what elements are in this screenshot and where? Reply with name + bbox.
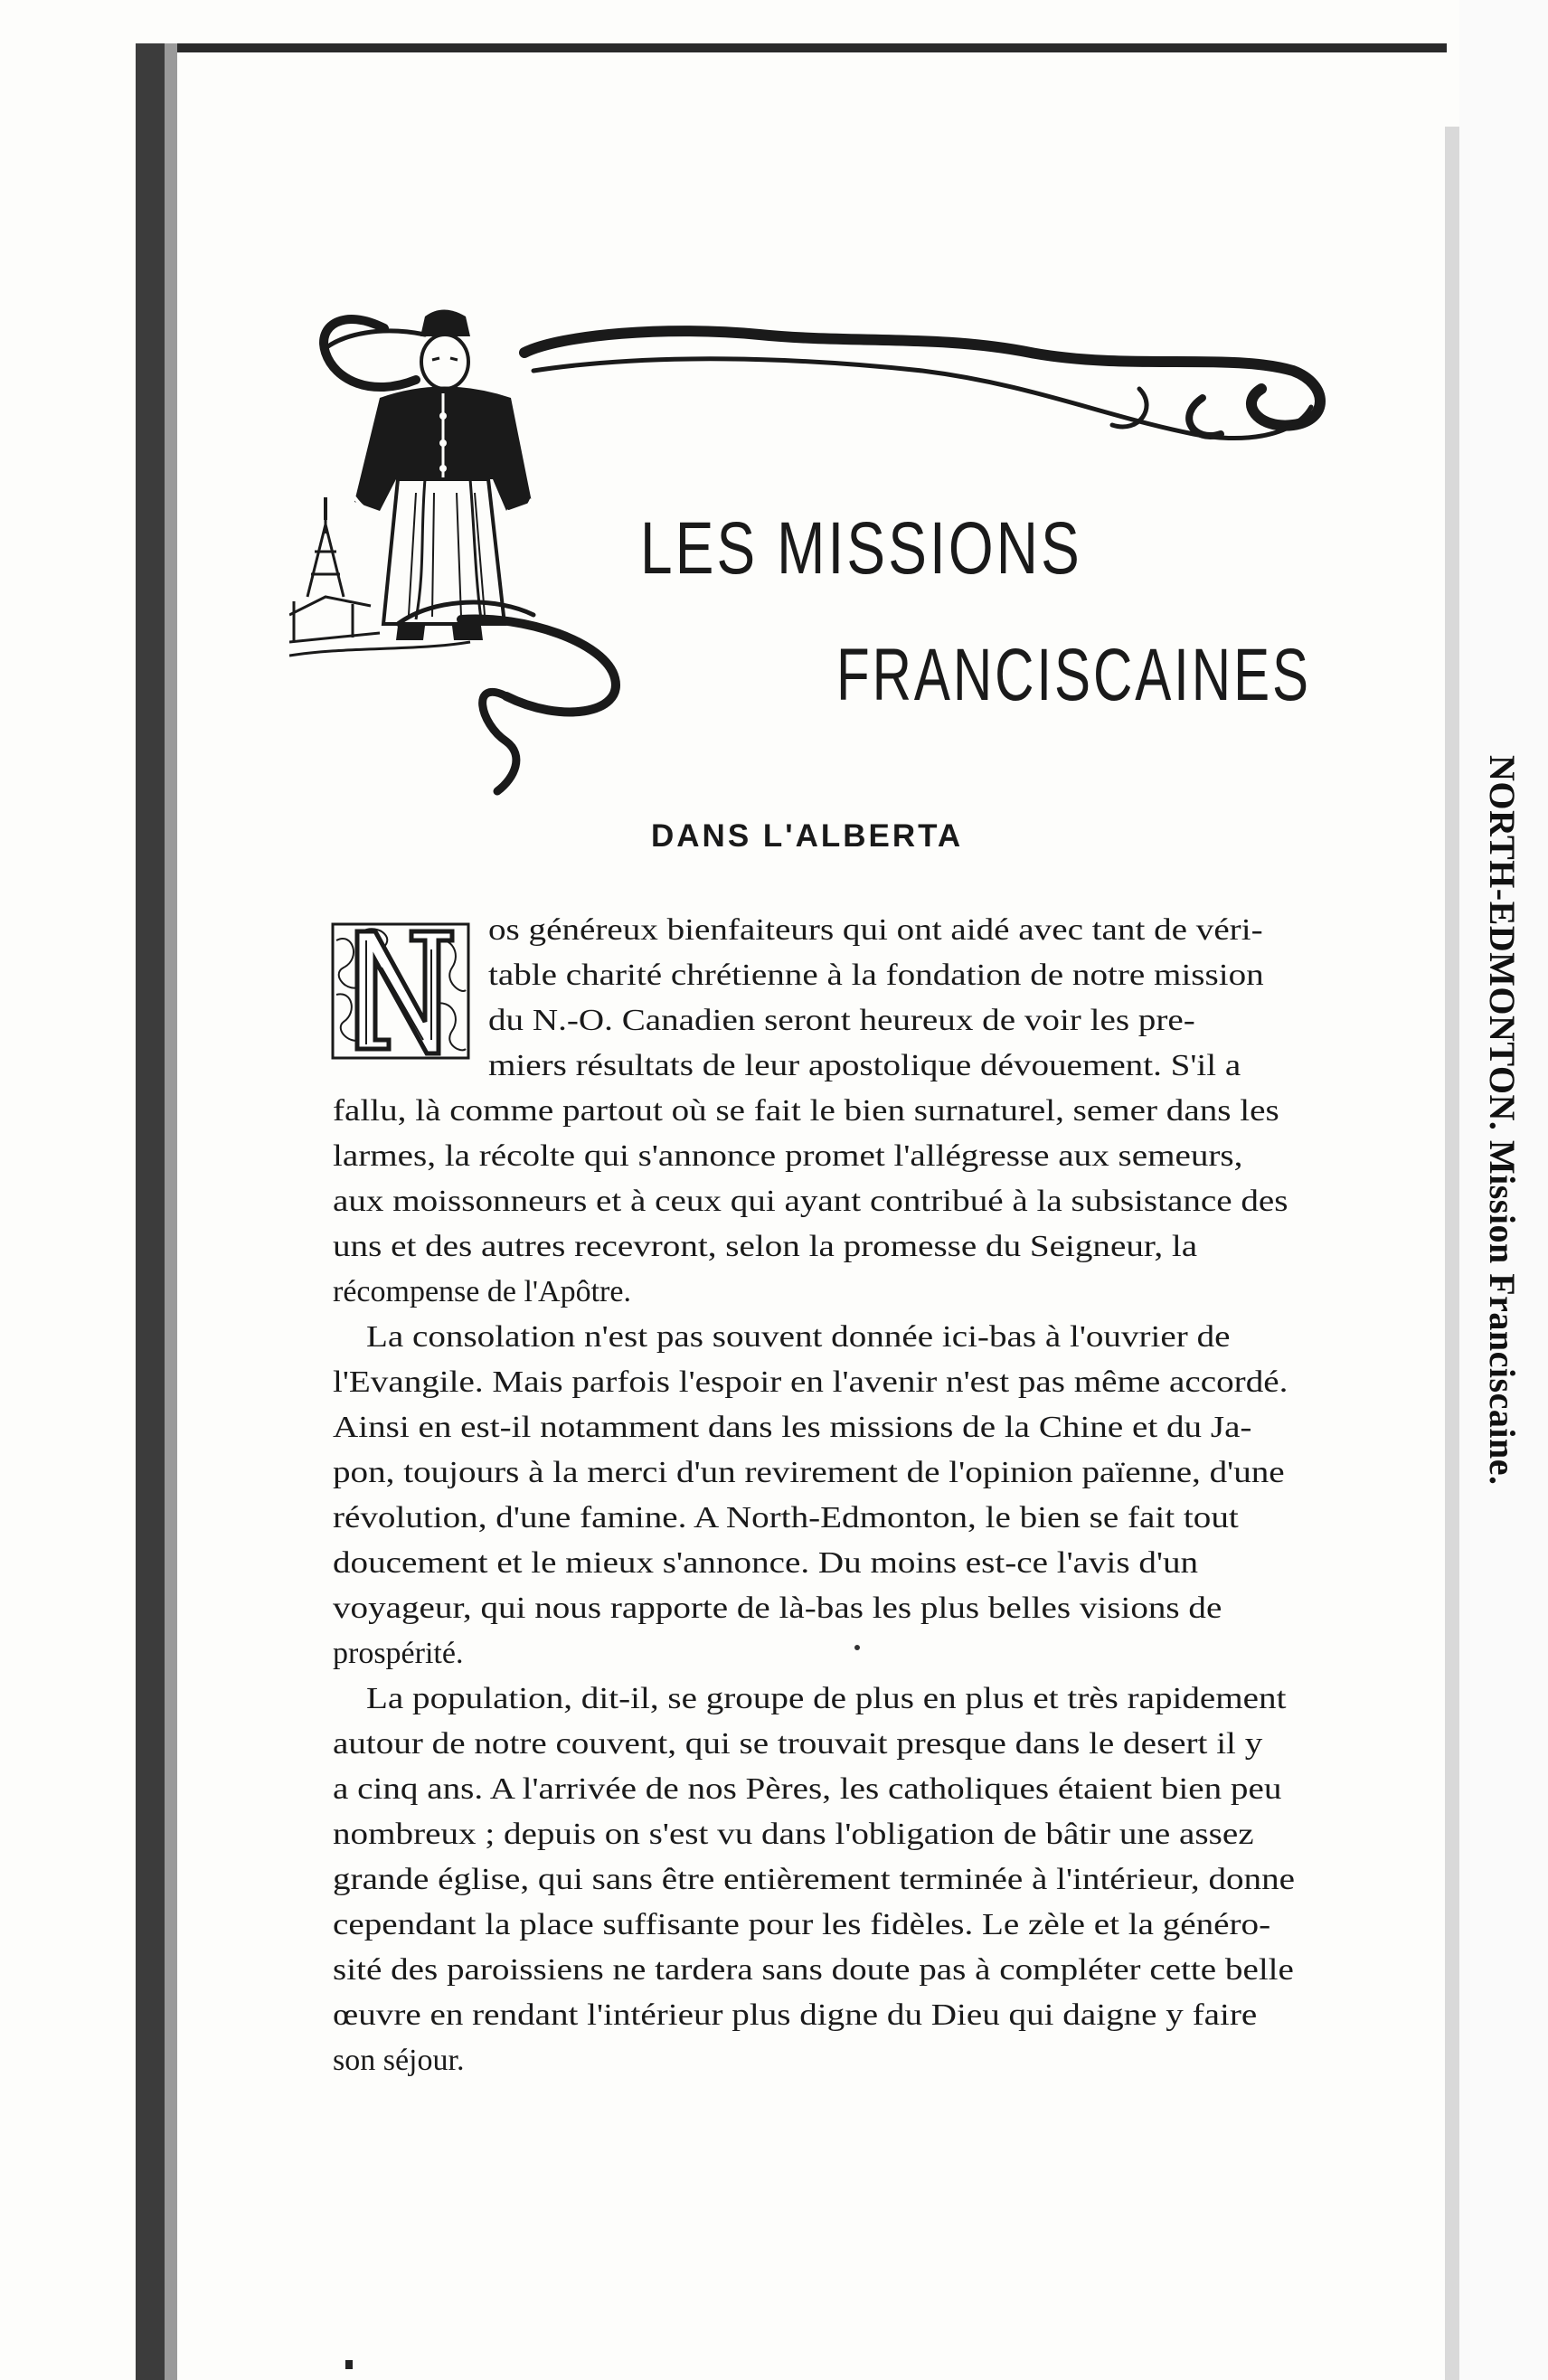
dropcap-n-icon — [326, 904, 486, 1065]
book-binding — [136, 43, 165, 2380]
subtitle: DANS L'ALBERTA — [651, 818, 964, 854]
text-line: voyageur, qui nous rapporte de là-bas les plus belles visions de — [333, 1591, 1222, 1625]
text-line: prospérité. — [333, 1637, 464, 1670]
text-line: Ainsi en est-il notamment dans les missions de la Chine et du Ja- — [333, 1411, 1252, 1444]
text-line: table charité chrétienne à la fondation de notre mission — [488, 959, 1264, 992]
ink-speck — [854, 1645, 860, 1650]
text-line: récompense de l'Apôtre. — [333, 1275, 631, 1308]
text-line: La population, dit-il, se groupe de plus en plus et très rapidement — [366, 1682, 1287, 1715]
text-line: pon, toujours à la merci d'un revirement de l'opinion païenne, d'une — [333, 1456, 1285, 1489]
text-line: La consolation n'est pas souvent donnée ici-bas à l'ouvrier de — [366, 1320, 1231, 1354]
text-line: révolution, d'une famine. A North-Edmonton, le bien se fait tout — [333, 1501, 1239, 1535]
ink-speck — [345, 2360, 353, 2369]
adjacent-page-edge — [1445, 127, 1459, 2380]
text-line: sité des paroissiens ne tardera sans doute pas à compléter cette belle — [333, 1953, 1294, 1987]
text-line: aux moissonneurs et à ceux qui ayant contribué à la subsistance des — [333, 1185, 1288, 1218]
title-line-1: LES MISSIONS — [640, 507, 1082, 590]
text-line: grande église, qui sans être entièrement terminée à l'intérieur, donne — [333, 1863, 1296, 1896]
text-line: l'Evangile. Mais parfois l'espoir en l'avenir n'est pas même accordé. — [333, 1365, 1288, 1399]
spine-caption: NORTH-EDMONTON. Mission Franciscaine. — [1482, 755, 1523, 1486]
text-line: larmes, la récolte qui s'annonce promet l'allégresse aux semeurs, — [333, 1139, 1243, 1173]
text-line: cependant la place suffisante pour les fidèles. Le zèle et la généro- — [333, 1908, 1271, 1941]
text-line: son séjour. — [333, 2044, 465, 2077]
text-line: doucement et le mieux s'annonce. Du moins est-ce l'avis d'un — [333, 1546, 1199, 1580]
text-line: os généreux bienfaiteurs qui ont aidé avec tant de véri- — [488, 913, 1263, 947]
text-line: fallu, là comme partout où se fait le bien surnaturel, semer dans les — [333, 1094, 1279, 1128]
text-line: du N.-O. Canadien seront heureux de voir les pre- — [488, 1004, 1195, 1037]
text-line: a cinq ans. A l'arrivée de nos Pères, les catholiques étaient bien peu — [333, 1772, 1282, 1806]
text-line: œuvre en rendant l'intérieur plus digne du Dieu qui daigne y faire — [333, 1998, 1258, 2032]
text-line: uns et des autres recevront, selon la promesse du Seigneur, la — [333, 1230, 1198, 1263]
title-line-2: FRANCISCAINES — [836, 634, 1311, 716]
text-line: autour de notre couvent, qui se trouvait presque dans le desert il y — [333, 1727, 1263, 1761]
scan-border-top — [136, 43, 1447, 52]
text-line: miers résultats de leur apostolique dévouement. S'il a — [488, 1049, 1241, 1082]
text-line: nombreux ; depuis on s'est vu dans l'obligation de bâtir une assez — [333, 1818, 1254, 1851]
